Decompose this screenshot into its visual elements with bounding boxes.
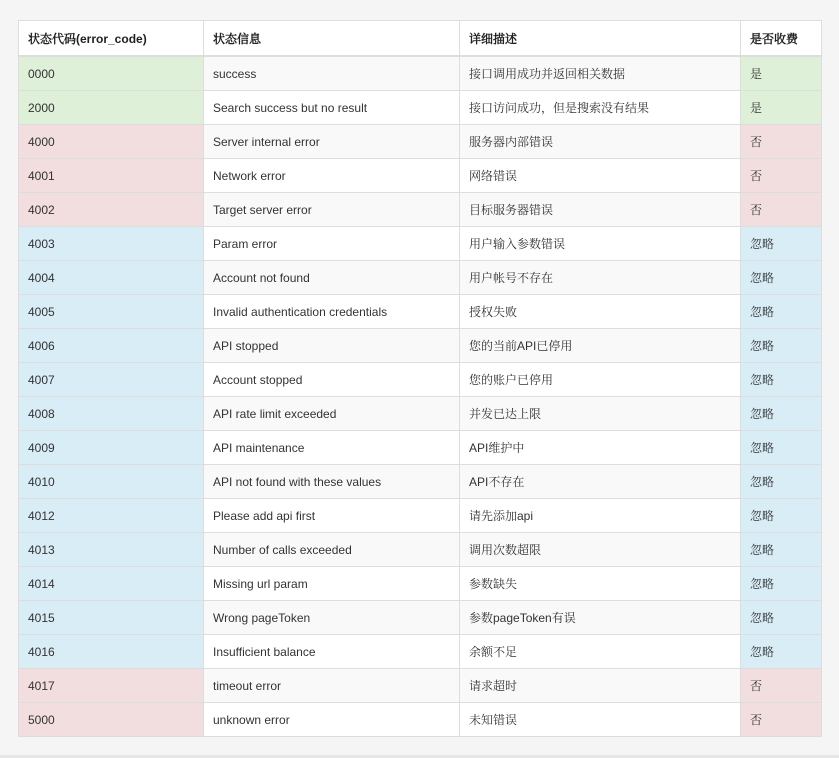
description-cell: 请求超时	[460, 669, 741, 703]
table-body	[19, 56, 822, 737]
error-code-cell: 4005	[19, 295, 204, 329]
charged-cell: 否	[741, 193, 822, 227]
table-row	[19, 363, 822, 397]
description-cell: 调用次数超限	[460, 533, 741, 567]
description-cell: 请先添加api	[460, 499, 741, 533]
charged-cell: 是	[741, 56, 822, 91]
status-message-cell: timeout error	[204, 669, 460, 703]
error-code-cell: 4015	[19, 601, 204, 635]
charged-cell: 忽略	[741, 431, 822, 465]
table-row	[19, 56, 822, 91]
table-row	[19, 669, 822, 703]
charged-cell: 否	[741, 159, 822, 193]
description-cell: 余额不足	[460, 635, 741, 669]
charged-cell: 否	[741, 669, 822, 703]
table-row	[19, 329, 822, 363]
description-cell: 用户帐号不存在	[460, 261, 741, 295]
status-message-cell: Invalid authentication credentials	[204, 295, 460, 329]
table-row	[19, 227, 822, 261]
table-row	[19, 159, 822, 193]
description-cell: 服务器内部错误	[460, 125, 741, 159]
status-message-cell: API maintenance	[204, 431, 460, 465]
table-row	[19, 635, 822, 669]
status-message-cell: Target server error	[204, 193, 460, 227]
description-cell: 接口调用成功并返回相关数据	[460, 56, 741, 91]
charged-cell: 否	[741, 125, 822, 159]
status-message-cell: Wrong pageToken	[204, 601, 460, 635]
charged-cell: 否	[741, 703, 822, 737]
table-row	[19, 499, 822, 533]
error-code-cell: 4002	[19, 193, 204, 227]
error-code-table	[18, 20, 822, 737]
description-cell: 接口访问成功，但是搜索没有结果	[460, 91, 741, 125]
charged-cell: 忽略	[741, 295, 822, 329]
status-message-cell: Missing url param	[204, 567, 460, 601]
error-code-cell: 5000	[19, 703, 204, 737]
charged-cell: 忽略	[741, 227, 822, 261]
status-message-cell: Param error	[204, 227, 460, 261]
status-message-cell: Network error	[204, 159, 460, 193]
status-message-cell: success	[204, 56, 460, 91]
error-code-cell: 4014	[19, 567, 204, 601]
status-message-cell: Please add api first	[204, 499, 460, 533]
error-code-cell: 4000	[19, 125, 204, 159]
charged-cell: 是	[741, 91, 822, 125]
status-message-cell: Server internal error	[204, 125, 460, 159]
error-code-cell: 4009	[19, 431, 204, 465]
status-message-cell: API not found with these values	[204, 465, 460, 499]
description-cell: 用户输入参数错误	[460, 227, 741, 261]
error-code-cell: 4007	[19, 363, 204, 397]
error-code-cell: 4016	[19, 635, 204, 669]
charged-cell: 忽略	[741, 567, 822, 601]
charged-cell: 忽略	[741, 397, 822, 431]
header-description: 详细描述	[460, 21, 741, 57]
error-code-cell: 4004	[19, 261, 204, 295]
status-message-cell: unknown error	[204, 703, 460, 737]
header-status-message: 状态信息	[204, 21, 460, 57]
description-cell: API维护中	[460, 431, 741, 465]
status-message-cell: Search success but no result	[204, 91, 460, 125]
description-cell: 目标服务器错误	[460, 193, 741, 227]
status-message-cell: Number of calls exceeded	[204, 533, 460, 567]
description-cell: 网络错误	[460, 159, 741, 193]
status-message-cell: Account stopped	[204, 363, 460, 397]
charged-cell: 忽略	[741, 635, 822, 669]
table-row	[19, 91, 822, 125]
table-row	[19, 703, 822, 737]
error-code-cell: 4003	[19, 227, 204, 261]
charged-cell: 忽略	[741, 329, 822, 363]
description-cell: 未知错误	[460, 703, 741, 737]
table-row	[19, 601, 822, 635]
description-cell: 参数缺失	[460, 567, 741, 601]
table-row	[19, 261, 822, 295]
error-code-cell: 4017	[19, 669, 204, 703]
error-code-cell: 4010	[19, 465, 204, 499]
description-cell: 参数pageToken有误	[460, 601, 741, 635]
header-charged: 是否收费	[741, 21, 822, 57]
description-cell: 您的当前API已停用	[460, 329, 741, 363]
error-code-cell: 4012	[19, 499, 204, 533]
table-row	[19, 295, 822, 329]
status-message-cell: API rate limit exceeded	[204, 397, 460, 431]
table-row	[19, 193, 822, 227]
status-message-cell: Account not found	[204, 261, 460, 295]
description-cell: API不存在	[460, 465, 741, 499]
table-row	[19, 125, 822, 159]
table-row	[19, 465, 822, 499]
table-header-row	[19, 21, 822, 57]
error-code-cell: 4008	[19, 397, 204, 431]
table-row	[19, 567, 822, 601]
charged-cell: 忽略	[741, 363, 822, 397]
error-code-cell: 4001	[19, 159, 204, 193]
error-code-table-container	[18, 20, 821, 737]
description-cell: 授权失败	[460, 295, 741, 329]
charged-cell: 忽略	[741, 601, 822, 635]
error-code-cell: 0000	[19, 56, 204, 91]
error-code-cell: 4006	[19, 329, 204, 363]
charged-cell: 忽略	[741, 261, 822, 295]
header-error-code: 状态代码(error_code)	[19, 21, 204, 57]
error-code-cell: 4013	[19, 533, 204, 567]
description-cell: 您的账户已停用	[460, 363, 741, 397]
charged-cell: 忽略	[741, 465, 822, 499]
table-row	[19, 397, 822, 431]
status-message-cell: API stopped	[204, 329, 460, 363]
description-cell: 并发已达上限	[460, 397, 741, 431]
error-code-cell: 2000	[19, 91, 204, 125]
table-row	[19, 533, 822, 567]
charged-cell: 忽略	[741, 533, 822, 567]
status-message-cell: Insufficient balance	[204, 635, 460, 669]
table-row	[19, 431, 822, 465]
charged-cell: 忽略	[741, 499, 822, 533]
